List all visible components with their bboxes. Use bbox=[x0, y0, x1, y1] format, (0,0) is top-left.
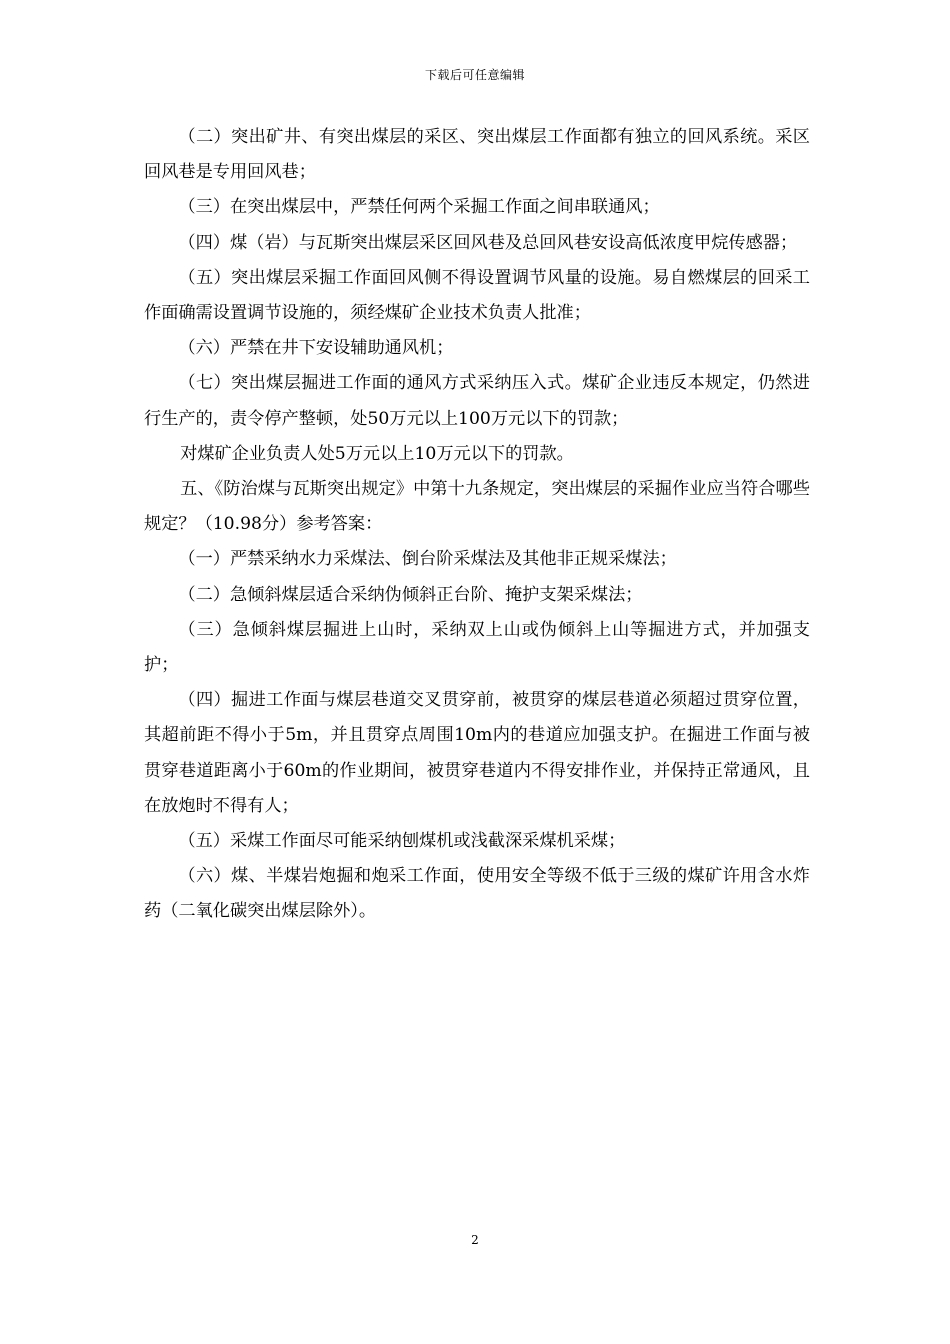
paragraph-no-air-regulating-facility: （五）突出煤层采掘工作面回风侧不得设置调节风量的设施。易自燃煤层的回采工作面确需设置调节设施的，须经煤矿企业技术负责人批准； bbox=[144, 267, 810, 324]
body-text bbox=[144, 120, 810, 930]
paragraph-answer-4: （四）掘进工作面与煤层巷道交叉贯穿前，被贯穿的煤层巷道必须超过贯穿位置，其超前距不得小于5m，并且贯穿点周围10m内的巷道应加强支护。在掘进工作面与被贯穿巷道距离小于60m的作业期间，被贯穿巷道内不得安排作业，并保持正常通风，且在放炮时不得有人； bbox=[144, 690, 810, 816]
paragraph-answer-1: （一）严禁采纳水力采煤法、倒台阶采煤法及其他非正规采煤法； bbox=[178, 549, 677, 570]
paragraph-answer-6: （六）煤、半煤岩炮掘和炮采工作面，使用安全等级不低于三级的煤矿许用含水炸药（二氧化碳突出煤层除外）。 bbox=[144, 866, 810, 922]
paragraph-no-series-ventilation: （三）在突出煤层中，严禁任何两个采掘工作面之间串联通风； bbox=[178, 197, 660, 218]
paragraph-answer-5: （五）采煤工作面尽可能采纳刨煤机或浅截深采煤机采煤； bbox=[178, 831, 626, 852]
paragraph-responsible-person-penalty: 对煤矿企业负责人处5万元以上10万元以下的罚款。 bbox=[180, 443, 574, 464]
page-number: 2 bbox=[471, 1233, 479, 1247]
page-header: 下载后可任意编辑 bbox=[424, 68, 525, 82]
paragraph-methane-sensors: （四）煤（岩）与瓦斯突出煤层采区回风巷及总回风巷安设高低浓度甲烷传感器； bbox=[178, 232, 798, 253]
paragraph-question-five: 五、《防治煤与瓦斯突出规定》中第十九条规定，突出煤层的采掘作业应当符合哪些规定？（10.98分）参考答案： bbox=[144, 479, 810, 535]
paragraph-answer-3: （三）急倾斜煤层掘进上山时，采纳双上山或伪倾斜上山等掘进方式，并加强支护； bbox=[144, 619, 810, 676]
paragraph-forced-ventilation-penalty: （七）突出煤层掘进工作面的通风方式采纳压入式。煤矿企业违反本规定，仍然进行生产的，责令停产整顿，处50万元以上100万元以下的罚款； bbox=[144, 373, 810, 429]
paragraph-ventilation-independent-return: （二）突出矿井、有突出煤层的采区、突出煤层工作面都有独立的回风系统。采区回风巷是专用回风巷； bbox=[144, 127, 810, 183]
paragraph-no-auxiliary-fan: （六）严禁在井下安设辅助通风机； bbox=[178, 338, 454, 359]
paragraph-answer-2: （二）急倾斜煤层适合采纳伪倾斜正台阶、掩护支架采煤法； bbox=[178, 584, 643, 605]
